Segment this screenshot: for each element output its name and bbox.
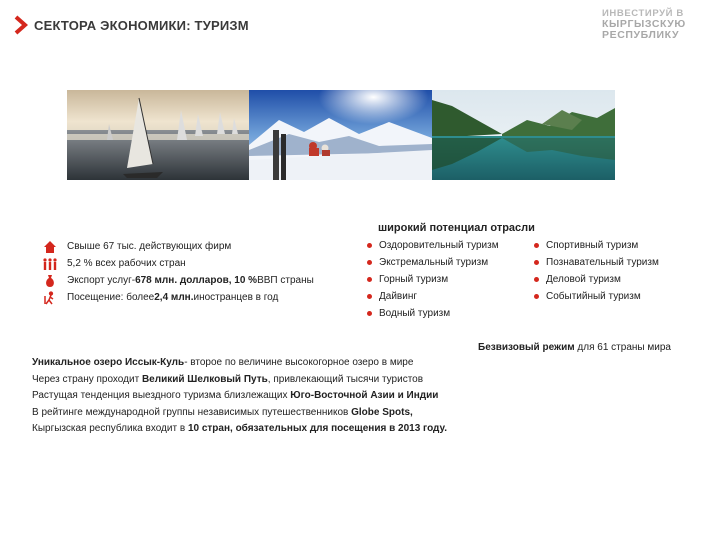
visa-bold: Безвизовый режим	[478, 342, 575, 353]
facts-block	[32, 355, 447, 438]
bullet-dot-icon	[534, 294, 539, 299]
stats-list	[42, 238, 314, 306]
bullet-dot-icon	[534, 260, 539, 265]
fact-bold: Globe Spots,	[351, 406, 413, 418]
potential-title: широкий потенциал отрасли	[378, 222, 535, 234]
fact-text: - второе по величине высокогорное озеро в мире	[184, 357, 414, 368]
visa-note	[478, 342, 671, 353]
fact-bold: 10 стран, обязательных для посещения в 2013 году.	[187, 423, 447, 434]
tourism-list-1	[367, 237, 499, 322]
bullet-dot-icon	[367, 294, 372, 299]
tourism-type: Познавательный туризм	[546, 257, 659, 268]
sailboats-on-lake-photo	[67, 90, 249, 180]
list-item	[534, 254, 659, 271]
logo-line-2: КЫРГЫЗСКУЮ	[602, 18, 686, 30]
fact-line	[32, 405, 447, 422]
list-item	[367, 254, 499, 271]
photo-strip	[67, 90, 615, 180]
bullet-dot-icon	[534, 277, 539, 282]
mountain-ski-photo	[249, 90, 432, 180]
tourism-type: Событийный туризм	[546, 291, 641, 302]
stat-visitors-bold: 2,4 млн.	[154, 292, 194, 303]
fact-text: , привлекающий тысячи туристов	[267, 373, 424, 385]
fact-bold: Юго-Восточной Азии и Индии	[290, 390, 439, 401]
people-icon	[42, 257, 67, 271]
list-item	[367, 305, 499, 322]
fact-text: Кыргызская республика входит в	[32, 423, 188, 434]
visa-rest: для 61 страны мира	[574, 342, 671, 353]
stat-workers-text: 5,2 % всех рабочих стран	[67, 258, 186, 269]
traveler-icon	[42, 291, 67, 305]
stat-row-visitors	[42, 289, 314, 306]
tourism-type: Оздоровительный туризм	[379, 240, 499, 251]
tourism-type: Деловой туризм	[546, 274, 621, 285]
bullet-dot-icon	[367, 311, 372, 316]
stat-export-post: ВВП страны	[257, 275, 314, 286]
tourism-type: Экстремальный туризм	[379, 257, 489, 268]
stat-export-bold: 678 млн. долларов, 10 %	[135, 275, 258, 286]
logo	[602, 8, 700, 41]
fact-bold: Уникальное озеро Иссык-Куль	[32, 357, 185, 368]
fact-line	[32, 388, 447, 405]
bullet-dot-icon	[534, 243, 539, 248]
chevron-right-icon	[14, 15, 28, 35]
mountain-lake-photo	[432, 90, 615, 180]
list-item	[367, 288, 499, 305]
stat-visitors-pre: Посещение: более	[67, 292, 155, 303]
header	[0, 0, 720, 58]
stat-export-pre: Экспорт услуг-	[67, 275, 136, 286]
tourism-type: Спортивный туризм	[546, 240, 639, 251]
stat-row-workers	[42, 255, 314, 272]
fact-bold: Великий Шелковый Путь	[141, 373, 268, 385]
list-item	[534, 237, 659, 254]
fact-text: В рейтинге международной группы независимых путешественников	[32, 406, 352, 418]
fact-line	[32, 355, 447, 372]
logo-line-1: ИНВЕСТИРУЙ В	[602, 8, 684, 19]
tourism-type: Водный туризм	[379, 308, 451, 319]
money-bag-icon	[42, 274, 67, 288]
logo-line-3: РЕСПУБЛИКУ	[602, 29, 680, 41]
bullet-dot-icon	[367, 277, 372, 282]
page-title: СЕКТОРА ЭКОНОМИКИ: ТУРИЗМ	[34, 18, 249, 33]
fact-line	[32, 372, 447, 389]
stat-firms-text: Свыше 67 тыс. действующих фирм	[67, 241, 232, 252]
tourism-type: Горный туризм	[379, 274, 449, 285]
bullet-dot-icon	[367, 243, 372, 248]
fact-line	[32, 421, 447, 438]
list-item	[534, 271, 659, 288]
house-icon	[42, 240, 67, 254]
list-item	[367, 271, 499, 288]
fact-text: Через страну проходит	[32, 373, 142, 385]
stat-row-export	[42, 272, 314, 289]
list-item	[367, 237, 499, 254]
fact-text: Растущая тенденция выездного туризма близлежащих	[32, 390, 291, 401]
tourism-type: Дайвинг	[379, 291, 417, 302]
stat-row-firms	[42, 238, 314, 255]
bullet-dot-icon	[367, 260, 372, 265]
list-item	[534, 288, 659, 305]
stat-visitors-post: иностранцев в год	[193, 292, 279, 303]
tourism-list-2	[534, 237, 659, 305]
